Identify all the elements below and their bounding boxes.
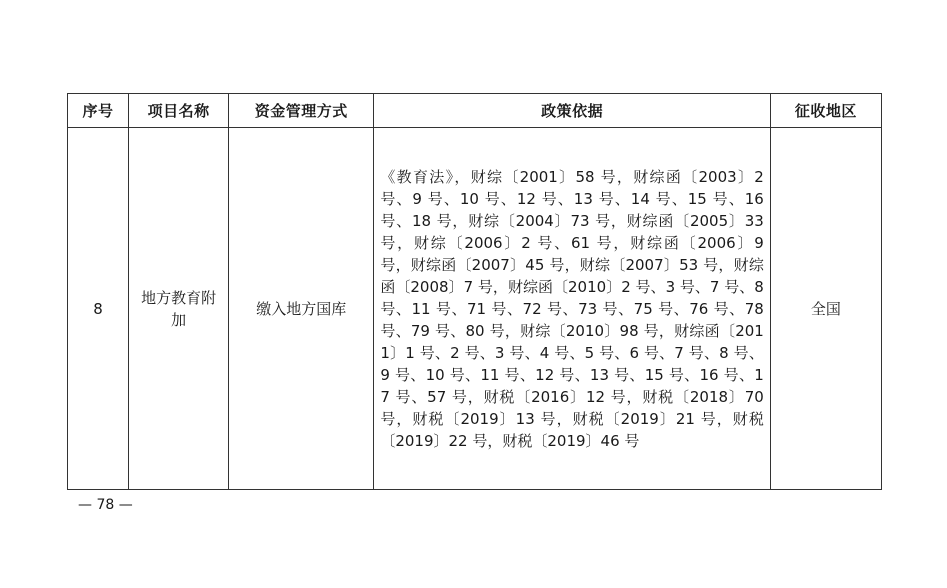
cell-management: 缴入地方国库 [229,128,374,490]
header-management: 资金管理方式 [229,94,374,128]
fee-table [67,93,882,490]
cell-policy: 《教育法》，财综〔2001〕58 号，财综函〔2003〕2 号、9 号、10 号、12 号、13 号、14 号、15 号、16 号、18 号，财综〔2004〕73 号，财综函〔2005〕33 号，财综〔2006〕2 号、61 号，财综函〔2006〕9 号，财综函〔2007〕45 号，财综〔2007〕53 号，财综函〔2008〕7 号，财综函〔2010〕2 号、3 号、7 号、8 号、11 号、71 号、72 号、73 号、75 号、76 号、78 号、79 号、80 号，财综〔2010〕98 号，财综函〔2011〕1 号、2 号、3 号、4 号、5 号、6 号、7 号、8 号、9 号、10 号、11 号、12 号、13 号、15 号、16 号、17 号、57 号，财税〔2016〕12 号，财税〔2018〕70 号，财税〔2019〕13 号，财税〔2019〕21 号，财税〔2019〕22 号，财税〔2019〕46 号 [374,128,770,490]
page-number: — 78 — [78,497,133,513]
cell-no: 8 [68,128,129,490]
cell-name: 地方教育附加 [129,128,229,490]
header-name: 项目名称 [129,94,229,128]
table-header-row [68,94,882,128]
table-row [68,128,882,490]
cell-region: 全国 [770,128,881,490]
header-no: 序号 [68,94,129,128]
header-policy: 政策依据 [374,94,770,128]
header-region: 征收地区 [770,94,881,128]
